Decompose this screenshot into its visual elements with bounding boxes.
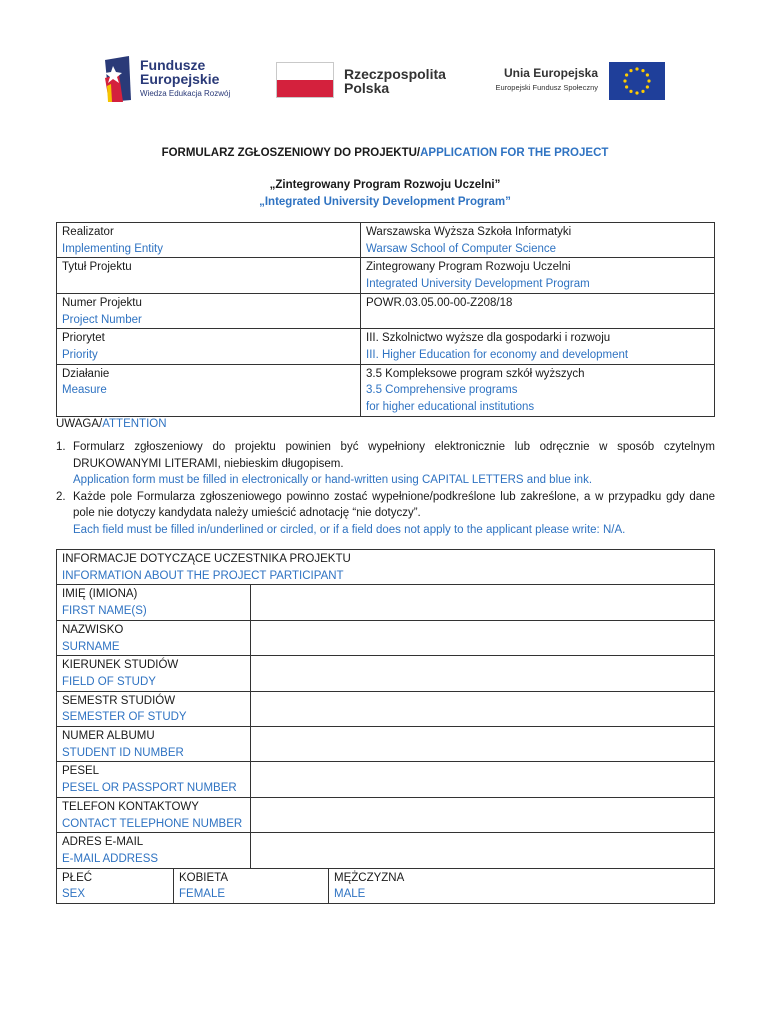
project-info-label-cell [57,364,361,416]
rzeczpospolita-polska-text [344,67,446,95]
eu-star-icon [641,90,644,93]
project-info-label-cell [57,223,361,258]
sex-text-pl: MĘŻCZYZNA [334,871,405,884]
label-pl: Działanie [62,367,110,380]
instruction-number: 1. [56,441,66,453]
field-label-pl: KIERUNEK STUDIÓW [62,659,179,672]
unia-europejska-text [476,66,598,92]
participant-field-input[interactable] [251,691,715,726]
project-info-row [57,258,715,293]
participant-field-input[interactable] [251,585,715,620]
form-title-pl: FORMULARZ ZGŁOSZENIOWY DO PROJEKTU/ [161,147,421,159]
eu-star-icon [629,90,632,93]
field-label-pl: IMIĘ (IMIONA) [62,588,138,601]
participant-header-cell [57,550,715,585]
sex-option-female[interactable] [174,868,329,903]
participant-field-label-cell [57,620,251,655]
field-label-en: PESEL OR PASSPORT NUMBER [62,782,237,795]
label-en: Project Number [62,313,142,326]
instruction-item [56,489,715,539]
instruction-item [56,439,715,489]
project-info-row [57,329,715,364]
participant-header-pl: INFORMACJE DOTYCZĄCE UCZESTNIKA PROJEKTU [62,553,351,565]
label-pl: Numer Projektu [62,296,142,309]
label-pl: Tytuł Projektu [62,261,132,274]
eu-star-icon [629,69,632,72]
participant-field-row [57,762,715,797]
eu-star-icon [646,73,649,76]
sex-text-pl: KOBIETA [179,871,228,884]
eu-star-icon [625,73,628,76]
field-label-pl: NUMER ALBUMU [62,730,155,743]
instruction-pl: Każde pole Formularza zgłoszeniowego powinno zostać wypełnione/podkreślone lub zakreślone, a w przypadku gdy dane pole nie dotyczy kandydata należy umieścić adnotację “nie dotyczy”. [73,490,715,519]
sex-text-en: MALE [334,888,366,901]
value-en: for higher educational institutions [366,401,535,414]
sex-text-en: FEMALE [179,888,226,901]
label-pl: Priorytet [62,332,105,345]
participant-field-row [57,691,715,726]
logo-line: Fundusze [140,57,206,73]
logo-tagline: Europejski Fundusz Społeczny [495,83,598,92]
unia-europejska-logo [476,62,666,102]
participant-field-input[interactable] [251,833,715,868]
project-info-row [57,223,715,258]
label-en: Priority [62,348,98,361]
eu-star-icon [646,85,649,88]
eu-star-icon [635,67,638,70]
project-info-row [57,293,715,328]
participant-field-row [57,585,715,620]
project-info-value-cell [361,364,715,416]
participant-field-input[interactable] [251,620,715,655]
participant-field-row [57,620,715,655]
rzeczpospolita-polska-logo [276,62,446,100]
program-name-en: „Integrated University Development Program” [259,196,511,208]
fundusze-europejskie-mark-icon [103,56,133,102]
value-pl: Zintegrowany Program Rozwoju Uczelni [366,261,571,274]
fundusze-europejskie-text [140,58,230,98]
participant-field-label-cell [57,656,251,691]
logo-tagline: Wiedza Edukacja Rozwój [140,89,231,98]
sex-row [57,868,715,903]
sex-label-cell [57,868,174,903]
project-info-label-cell [57,258,361,293]
project-info-value-cell [361,223,715,258]
participant-header-en: INFORMATION ABOUT THE PROJECT PARTICIPANT [62,569,344,582]
participant-field-input[interactable] [251,656,715,691]
poland-flag-icon [276,62,334,98]
participant-field-input[interactable] [251,797,715,832]
participant-info-table [56,549,715,904]
participant-field-row [57,727,715,762]
field-label-en: CONTACT TELEPHONE NUMBER [62,817,243,830]
participant-field-label-cell [57,691,251,726]
form-title-en: APPLICATION FOR THE PROJECT [420,147,609,159]
instruction-en: Each field must be filled in/underlined or circled, or if a field does not apply to the applicant please write: N/A. [73,523,626,536]
participant-field-row [57,797,715,832]
attention-en: ATTENTION [102,418,167,430]
eu-star-icon [647,79,650,82]
label-pl: Realizator [62,226,114,238]
project-info-value-cell [361,329,715,364]
eu-star-icon [641,69,644,72]
participant-field-row [57,833,715,868]
field-label-pl: NAZWISKO [62,623,124,636]
eu-star-icon [625,85,628,88]
instruction-en: Application form must be filled in electronically or hand-written using CAPITAL LETTERS and blue ink. [73,474,593,486]
value-en: Integrated University Development Program [366,278,590,291]
value-pl: POWR.03.05.00-00-Z208/18 [366,296,513,309]
value-pl: III. Szkolnictwo wyższe dla gospodarki i rozwoju [366,332,611,345]
sex-option-male[interactable] [329,868,715,903]
project-info-label-cell [57,329,361,364]
instructions-list [56,439,715,538]
label-en: Implementing Entity [62,242,163,255]
logo-line: Europejskie [140,71,220,87]
participant-header-row [57,550,715,585]
project-info-value-cell [361,293,715,328]
project-info-value-cell [361,258,715,293]
participant-field-label-cell [57,727,251,762]
fundusze-europejskie-logo [103,56,243,102]
value-pl: 3.5 Kompleksowe program szkół wyższych [366,367,585,380]
eu-star-icon [623,79,626,82]
sex-text-en: SEX [62,888,86,901]
field-label-pl: ADRES E-MAIL [62,836,144,849]
field-label-pl: PESEL [62,765,100,778]
logo-line: Unia Europejska [503,66,598,80]
project-info-table [56,222,715,417]
sex-text-pl: PŁEĆ [62,871,93,884]
project-info-label-cell [57,293,361,328]
logo-line: Rzeczpospolita [344,66,446,82]
field-label-en: STUDENT ID NUMBER [62,746,184,759]
value-en: 3.5 Comprehensive programs [366,384,518,397]
eu-flag-icon [609,62,665,100]
field-label-pl: TELEFON KONTAKTOWY [62,800,199,813]
participant-field-label-cell [57,797,251,832]
instruction-pl: Formularz zgłoszeniowy do projektu powinien być wypełniony elektronicznie lub odręcznie w sposób czytelnym DRUKOWANYMI LITERAMI, niebieskim długopisem. [73,441,715,470]
participant-field-label-cell [57,585,251,620]
eu-star-icon [635,91,638,94]
attention-heading [56,418,167,430]
value-en: Warsaw School of Computer Science [366,242,557,255]
attention-pl: UWAGA/ [56,418,103,430]
field-label-en: FIELD OF STUDY [62,675,156,688]
program-name-pl: „Zintegrowany Program Rozwoju Uczelni” [269,179,501,191]
form-title [0,147,770,159]
participant-field-input[interactable] [251,762,715,797]
value-pl: Warszawska Wyższa Szkoła Informatyki [366,226,572,238]
instruction-number: 2. [56,490,66,503]
label-en: Measure [62,384,107,397]
participant-field-row [57,656,715,691]
field-label-en: SURNAME [62,640,120,653]
participant-field-label-cell [57,833,251,868]
participant-field-label-cell [57,762,251,797]
field-label-en: SEMESTER OF STUDY [62,711,187,724]
logo-line: Polska [344,80,390,96]
participant-field-input[interactable] [251,727,715,762]
field-label-en: FIRST NAME(S) [62,605,147,618]
project-info-row [57,364,715,416]
field-label-pl: SEMESTR STUDIÓW [62,694,176,707]
field-label-en: E-MAIL ADDRESS [62,852,159,865]
value-en: III. Higher Education for economy and development [366,348,629,361]
